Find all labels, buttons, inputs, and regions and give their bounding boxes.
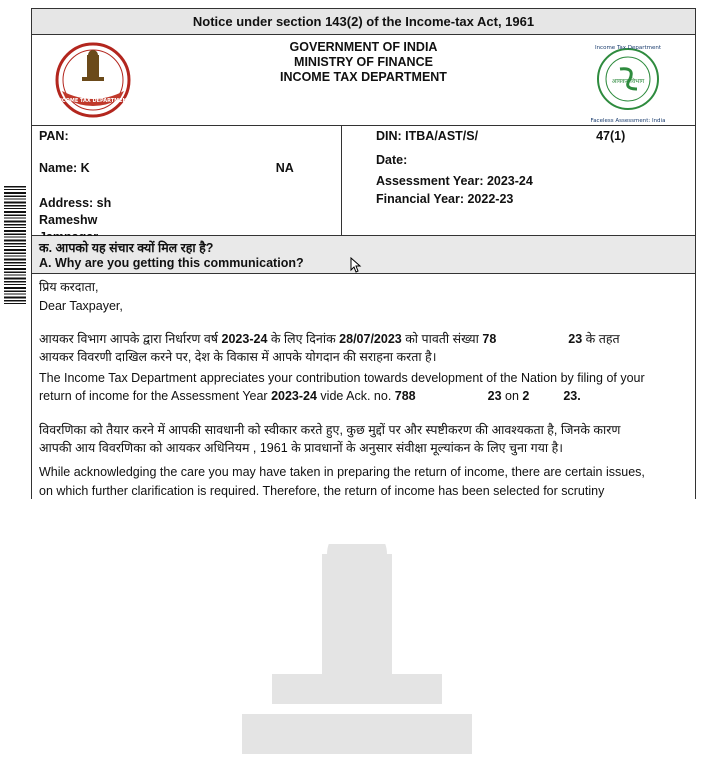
barcode (4, 186, 26, 304)
assessment-year: Assessment Year: 2023-24 (376, 174, 533, 188)
ack-no-end: 23 (487, 389, 502, 403)
text-span: return of income for the Assessment Year (39, 389, 272, 403)
right-logo-hindi-text: आयकर विभाग (611, 78, 645, 85)
notice-title: Notice under section 143(2) of the Income-tax Act, 1961 (32, 9, 695, 35)
logo-text: INCOME TAX DEPARTMENT (55, 98, 131, 104)
text-span: on (501, 389, 523, 403)
name-label: Name: K (39, 161, 90, 175)
ministry-line: MINISTRY OF FINANCE (294, 55, 433, 69)
assessment-year-value: 2023-24 (271, 389, 317, 403)
din-label: DIN: ITBA/AST/S/ (376, 129, 479, 143)
financial-year: Financial Year: 2022-23 (376, 192, 514, 206)
pan-field: PAN: (39, 129, 69, 143)
govt-line: GOVERNMENT OF INDIA (289, 40, 438, 54)
info-divider (341, 126, 342, 236)
para2-english-line1: While acknowledging the care you may have taken in preparing the return of income, there are certain issues, (39, 465, 645, 479)
section-a-heading (32, 236, 695, 274)
text-span: vide Ack. no. (316, 389, 395, 403)
name-field (39, 161, 294, 175)
text-span: आयकर विभाग आपके द्वारा निर्धारण वर्ष (39, 332, 222, 346)
para2-hindi-line2: आपकी आय विवरणिका को आयकर अधिनियम , 1961 के प्रावधानों के अनुसार संवीक्षा मूल्यांकन के लिए चुना गया है। (39, 441, 564, 455)
date-start: 2 (522, 389, 530, 403)
section-a-english: A. Why are you getting this communication? (39, 256, 304, 270)
date-end: 23. (563, 389, 581, 403)
text-span: के तहत (582, 332, 620, 346)
para2-english-line2: on which further clarification is required. Therefore, the return of income has been selected for scrutiny (39, 484, 605, 498)
ack-no-start: 788 (394, 389, 416, 403)
text-span: को पावती संख्या (401, 332, 483, 346)
name-tail: NA (275, 161, 294, 175)
para1-hindi-line1 (39, 331, 689, 349)
ack-no-end: 23 (568, 332, 583, 346)
address-line-2: Rameshw (39, 213, 98, 227)
date-field: Date: (376, 153, 408, 167)
din-field (376, 129, 625, 143)
para1-english-line1: The Income Tax Department appreciates your contribution towards development of the Nation by filing of your (39, 371, 645, 385)
ack-no-start: 78 (482, 332, 497, 346)
department-line: INCOME TAX DEPARTMENT (280, 70, 447, 84)
para1-english-line2 (39, 388, 689, 406)
address-line-1: Address: sh (39, 196, 112, 210)
letterhead (32, 35, 695, 126)
mouse-cursor-icon (350, 257, 362, 273)
assessment-year-value: 2023-24 (221, 332, 268, 346)
right-logo-bottom-text: Faceless Assessment: India (590, 118, 666, 124)
section-a-hindi: क. आपको यह संचार क्यों मिल रहा है? (39, 241, 214, 255)
taxpayer-info (32, 126, 695, 236)
notice-document (31, 8, 696, 499)
salutation-english: Dear Taxpayer, (39, 299, 123, 313)
salutation-hindi: प्रिय करदाता, (39, 280, 99, 294)
din-tail: 47(1) (596, 129, 626, 143)
emblem-watermark (182, 544, 532, 774)
text-span: के लिए दिनांक (267, 332, 340, 346)
para2-hindi-line1: विवरणिका को तैयार करने में आपकी सावधानी को स्वीकार करते हुए, कुछ मुद्दों पर और स्पष्टीकरण की आवश्यकता है, जिनके कारण (39, 423, 621, 437)
right-logo-top-text: Income Tax Department (594, 45, 662, 51)
faceless-assessment-logo (575, 39, 681, 125)
para1-hindi-line2: आयकर विवरणी दाखिल करने पर, देश के विकास में आपके योगदान की सराहना करता है। (39, 350, 437, 364)
letter-body (32, 274, 695, 504)
filing-date-value: 28/07/2023 (339, 332, 402, 346)
